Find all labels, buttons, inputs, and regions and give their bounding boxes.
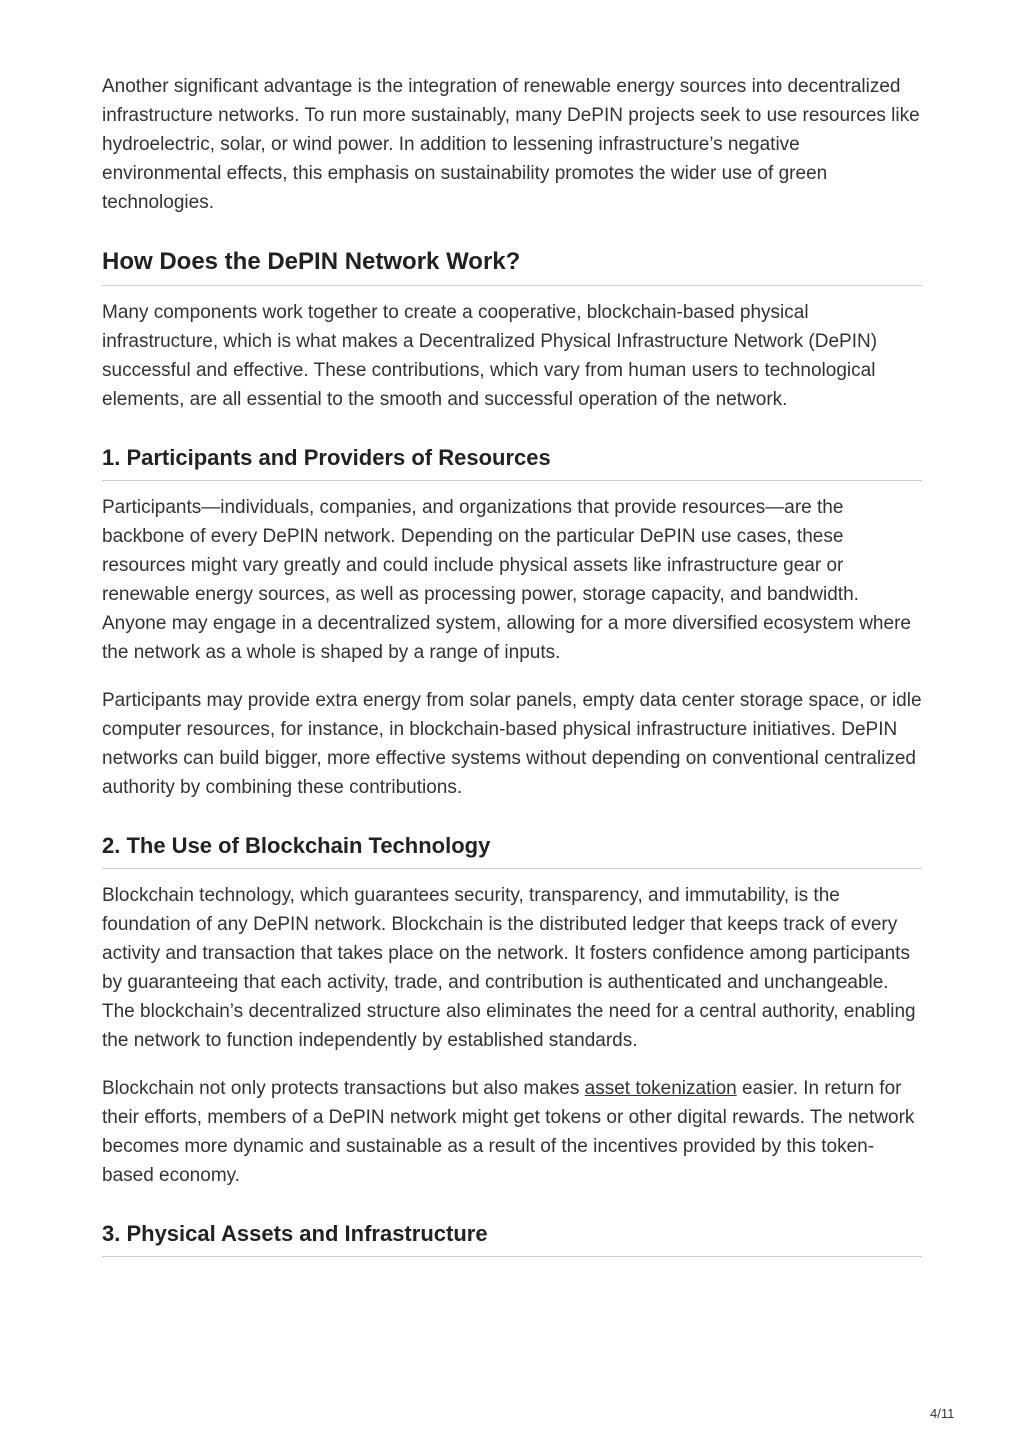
blockchain-paragraph-2-end: easier. In return for their efforts, members of a DePIN network might get tokens or other digital rewards. The network becomes more dynamic and sustainable as a result of the incentives provided by this token-based economy. — [102, 1078, 915, 1186]
asset-tokenization-link[interactable]: asset tokenization — [584, 1078, 737, 1099]
participants-paragraph-2: Participants may provide extra energy from solar panels, empty data center storage space, or idle computer resources, for instance, in blockchain-based physical infrastructure initiatives. DePIN networks can build bigger, more effective systems without depending on conventional centralized authority by combining these contributions. — [102, 690, 922, 798]
blockchain-paragraph-2-start: Blockchain not only protects transactions but also makes — [102, 1078, 585, 1099]
how-depin-works-paragraph: Many components work together to create a cooperative, blockchain-based physical infrastructure, which is what makes a Decentralized Physical Infrastructure Network (DePIN) successful and effective. These contributions, which vary from human users to technological elements, are all essential to the smooth and successful operation of the network. — [102, 302, 878, 410]
intro-paragraph: Another significant advantage is the integration of renewable energy sources into decentralized infrastructure networks. To run more sustainably, many DePIN projects seek to use resources like hydroelectric, solar, or wind power. In addition to lessening infrastructure’s negative environmental effects, this emphasis on sustainability promotes the wider use of green technologies. — [102, 76, 920, 213]
page-number: 4/11 — [930, 1406, 955, 1421]
blockchain-paragraph-1: Blockchain technology, which guarantees security, transparency, and immutability, is the foundation of any DePIN network. Blockchain is the distributed ledger that keeps track of every activity and transaction that takes place on the network. It fosters confidence among participants by guaranteeing that each activity, trade, and contribution is authenticated and unchangeable. The blockchain’s decentralized structure also eliminates the need for a central authority, enabling the network to function independently by established standards. — [102, 885, 916, 1051]
section-heading-how-depin-works: How Does the DePIN Network Work? — [102, 247, 922, 286]
section-heading-blockchain: 2. The Use of Blockchain Technology — [102, 832, 922, 869]
participants-paragraph-1: Participants—individuals, companies, and organizations that provide resources—are the backbone of every DePIN network. Depending on the particular DePIN use cases, these resources might vary greatly and could include physical assets like infrastructure gear or renewable energy sources, as well as processing power, storage capacity, and bandwidth. Anyone may engage in a decentralized system, allowing for a more diversified ecosystem where the network as a whole is shaped by a range of inputs. — [102, 497, 911, 663]
blockchain-paragraph-2 — [102, 1074, 922, 1190]
section-heading-participants: 1. Participants and Providers of Resources — [102, 444, 922, 481]
article-content — [102, 72, 922, 1269]
section-heading-physical-assets: 3. Physical Assets and Infrastructure — [102, 1220, 922, 1257]
